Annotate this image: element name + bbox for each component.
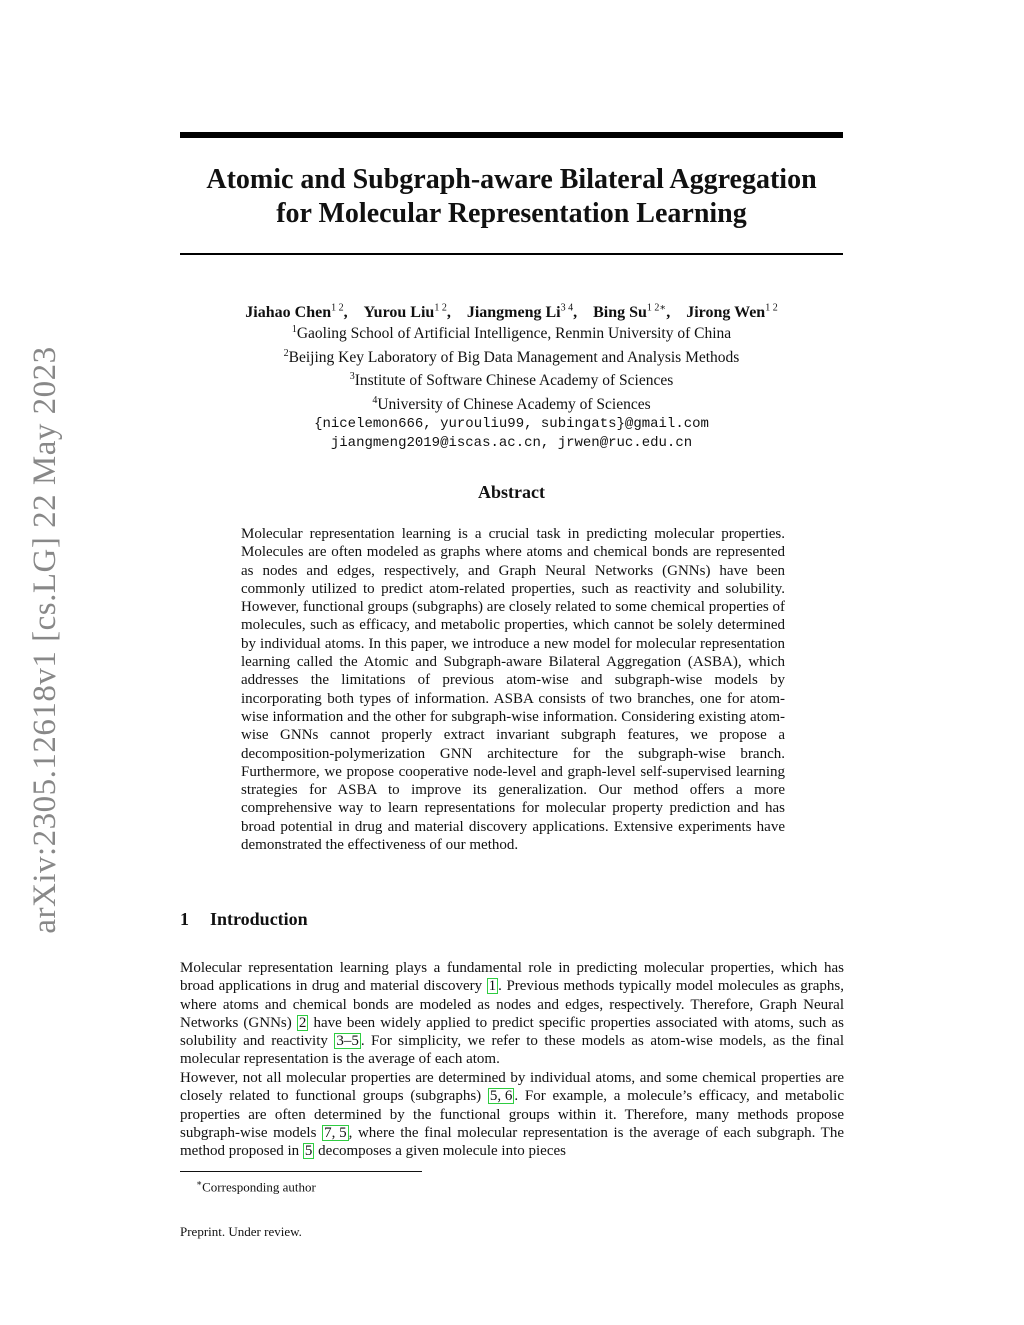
footnote-rule <box>180 1171 422 1172</box>
intro-paragraph-2: However, not all molecular properties are determined by individual atoms, and some chemical properties are closely related to functional groups (subgraphs) 5, 6 . For example, a molecule’s efficacy, and metabolic properties are often determined by the functional groups within it. Therefore, many methods propose subgraph-wise models 7, 5 , where the final molecular representation is the average of each subgraph. The method proposed in 5 decomposes a given molecule into pieces <box>180 1070 845 1160</box>
author: Yurou Liu$^{1 2}$, <box>363 303 451 322</box>
citation-link[interactable]: 3–5 <box>336 1033 359 1050</box>
affiliation: $^3$Institute of Software Chinese Academy of Sciences <box>349 371 674 390</box>
title-bottom-rule <box>180 253 843 255</box>
citation-link[interactable]: 5 <box>304 1143 313 1160</box>
abstract-heading: Abstract <box>478 482 545 502</box>
footnote: ∗Corresponding author <box>196 1178 316 1195</box>
title-top-rule <box>180 132 843 138</box>
affiliation-list <box>180 320 843 454</box>
author: Jirong Wen$^{1 2}$ <box>686 303 778 322</box>
section-title: Introduction <box>210 909 308 929</box>
intro-paragraph-1: Molecular representation learning plays a fundamental role in predicting molecular properties, which has broad applications in drug and material discovery 1 . Previous methods typically model molecules as graphs, where atoms and chemical bonds are modeled as nodes and edges, respectively. Therefore, Graph Neural Networks (GNNs) 2 have been widely applied to predict specific properties associated with atoms, such as solubility and reactivity 3–5 . For simplicity, we refer to these models as atom-wise models, as the final molecular representation is the average of each atom. <box>180 960 844 1068</box>
citation-link[interactable]: 1 <box>488 978 497 995</box>
arxiv-identifier: arXiv:2305.12618v1 [cs.LG] 22 May 2023 <box>27 346 63 934</box>
citation-link[interactable]: 7, 5 <box>324 1124 347 1141</box>
citation-link[interactable]: 5, 6 <box>489 1088 513 1105</box>
section-number: 1 <box>180 909 189 929</box>
affiliation: $^1$Gaoling School of Artificial Intelligence, Renmin University of China <box>291 324 732 343</box>
email-line: jiangmeng2019@iscas.ac.cn, jrwen@ruc.edu.cn <box>330 435 693 452</box>
author: Bing $Su^{1 2∗}$, <box>593 303 671 322</box>
abstract-body: Molecular representation learning is a crucial task in predicting molecular properties. Molecules are often modeled as graphs where atoms and chemical bonds are represented as nodes and edges, respectively, and Graph Neural Networks (GNNs) have been commonly utilized to predict atom-related properties, such as reactivity and solubility. However, functional groups (subgraphs) are closely related to some chemical properties of molecules, such as efficacy, and metabolic properties, which cannot be solely determined by individual atoms. In this paper, we introduce a new model for molecular representation learning called the Atomic and Subgraph-aware Bilateral Aggregation (ASBA), which addresses the limitations of previous atom-wise and subgraph-wise models by incorporating both types of information. ASBA consists of two branches, one for atom-wise information and the other for subgraph-wise information. Considering existing atom-wise GNNs cannot properly extract invariant subgraph features, we propose a decomposition-polymerization GNN architecture for the subgraph-wise branch. Furthermore, we propose cooperative node-level and graph-level self-supervised learning strategies for ASBA to improve its generalization. Our method offers a more comprehensive way to learn representations for molecular property prediction and has broad potential in drug and material discovery applications. Extensive experiments have demonstrated the effectiveness of our method. <box>241 526 785 854</box>
email-line: {nicelemon666, yurouliu99, subingats}@gmail.com <box>314 415 709 432</box>
author: Jiangmeng $Li^{3 4}$, <box>466 303 578 322</box>
preprint-note: Preprint. Under review. <box>180 1224 302 1239</box>
affiliation: $^4$University of Chinese Academy of Sciences <box>372 394 651 414</box>
author: Jiahao Chen$^{1 2}$, <box>245 303 348 322</box>
section-heading <box>180 908 843 930</box>
citation-link[interactable]: 2 <box>298 1014 307 1031</box>
title-line-1: Atomic and Subgraph-aware Bilateral Aggregation <box>206 164 817 195</box>
paper-title <box>180 163 843 231</box>
affiliation: $^2$Beijing Key Laboratory of Big Data Management and Analysis Methods <box>283 347 740 366</box>
title-line-2: for Molecular Representation Learning <box>276 198 747 229</box>
